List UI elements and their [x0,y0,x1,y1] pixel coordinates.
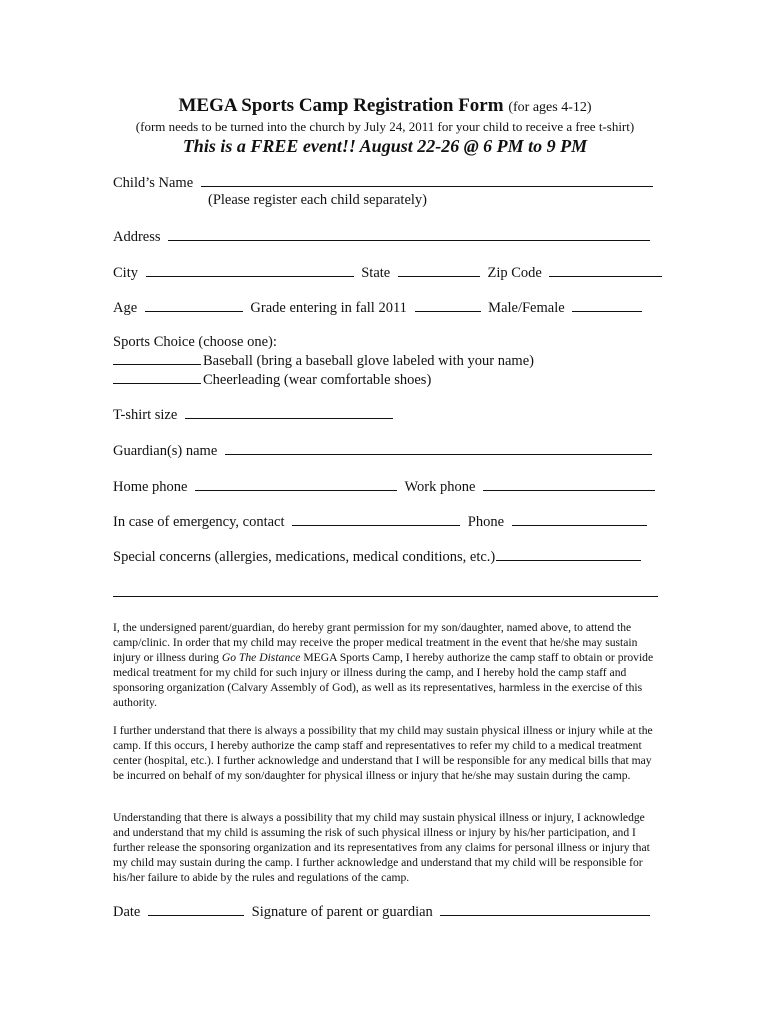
form-title-text: MEGA Sports Camp Registration Form [178,95,504,116]
consent-paragraph-3 [113,810,658,885]
date-field[interactable] [148,901,244,916]
grade-label: Grade entering in fall 2011 [250,300,407,316]
guardian-field[interactable] [225,440,652,455]
guardian-label: Guardian(s) name [113,443,218,459]
address-row [113,226,654,246]
emergency-row [113,511,651,531]
consent-text-1a: I, the undersigned parent/guardian, do hereby grant permission for my son/daughter, named above, to attend the camp/clinic. In order that my child may receive the proper medical treatment in the event that he/she may sustain injury or illness during [113,621,638,664]
state-label: State [361,265,391,281]
guardian-row [113,440,656,460]
form-subtitle: (form needs to be turned into the church by July 24, 2011 for your child to receive a free t-shirt) [135,119,635,134]
organization-name: Go The Distance [221,651,301,664]
cheerleading-option-field[interactable] [113,369,201,384]
child-name-label: Child’s Name [113,175,194,191]
gender-label: Male/Female [488,300,565,316]
phones-row [113,476,659,496]
zip-label: Zip Code [487,265,542,281]
form-title [0,95,770,117]
home-phone-label: Home phone [113,479,188,495]
special-concerns-label: Special concerns (allergies, medications, medical conditions, etc.) [113,549,496,565]
age-field[interactable] [145,297,243,312]
address-field[interactable] [168,226,650,241]
emergency-contact-field[interactable] [292,511,460,526]
zip-field[interactable] [549,262,662,277]
consent-text-2: I further understand that there is always a possibility that my child may sustain physical illness or injury while at the camp. If this occurs, I hereby authorize the camp staff and representatives to refer my child to a medical treatment center (hospital, etc.). I further acknowledge and understand that I will be responsible for any medical bills that may be incurred on behalf of my son/daughter for physical illness or injury that he/she may sustain during the camp. [113,724,653,782]
consent-paragraph-1 [113,620,658,710]
emergency-phone-field[interactable] [512,511,647,526]
city-state-zip-row [113,262,666,282]
grade-field[interactable] [415,297,481,312]
special-concerns-extra-line[interactable] [113,596,658,597]
special-concerns-field[interactable] [496,546,641,561]
work-phone-label: Work phone [404,479,476,495]
cheerleading-option-row [113,369,431,389]
emergency-phone-label: Phone [467,514,504,530]
child-name-note: (Please register each child separately) [208,192,428,208]
consent-paragraph-2 [113,723,658,783]
child-name-row [113,172,657,192]
date-label: Date [113,904,141,920]
home-phone-field[interactable] [195,476,397,491]
city-field[interactable] [146,262,354,277]
baseball-option-field[interactable] [113,350,201,365]
sports-choice-label: Sports Choice (choose one): [113,334,277,350]
address-label: Address [113,229,161,245]
consent-text-1b: MEGA Sports Camp, I hereby authorize the camp staff to obtain or provide medical treatment for my child for such injury or illness during the camp, and I hereby hold the camp staff and sponsoring organization (Calvary Assembly of God), as well as its representatives, harmless in the exercise of this authority. [113,651,654,709]
city-label: City [113,265,138,281]
tshirt-row [113,404,397,424]
consent-text-3: Understanding that there is always a possibility that my child may sustain physical illness or injury, I acknowledge and understand that my child is assuming the risk of such physical illness or injury by his/her participation, and I further release the sponsoring organization and its representatives from any claims for personal illness or injury that my child may sustain during the camp. I further acknowledge and understand that my child will be responsible for his/her failure to abide by the rules and regulations of the camp. [113,811,650,884]
form-title-ages: (for ages 4-12) [508,100,592,115]
gender-field[interactable] [572,297,642,312]
baseball-option-label: Baseball (bring a baseball glove labeled with your name) [203,353,534,369]
signature-field[interactable] [440,901,650,916]
free-event-banner: This is a FREE event!! August 22-26 @ 6 PM to 9 PM [182,136,588,156]
tshirt-label: T-shirt size [113,407,178,423]
state-field[interactable] [398,262,480,277]
child-name-field[interactable] [201,172,653,187]
work-phone-field[interactable] [483,476,655,491]
cheerleading-option-label: Cheerleading (wear comfortable shoes) [203,372,432,388]
emergency-label: In case of emergency, contact [113,514,285,530]
age-grade-gender-row [113,297,646,317]
baseball-option-row [113,350,534,370]
age-label: Age [113,300,138,316]
signature-label: Signature of parent or guardian [251,904,433,920]
tshirt-field[interactable] [185,404,393,419]
special-concerns-row [113,546,645,566]
date-signature-row [113,901,654,921]
